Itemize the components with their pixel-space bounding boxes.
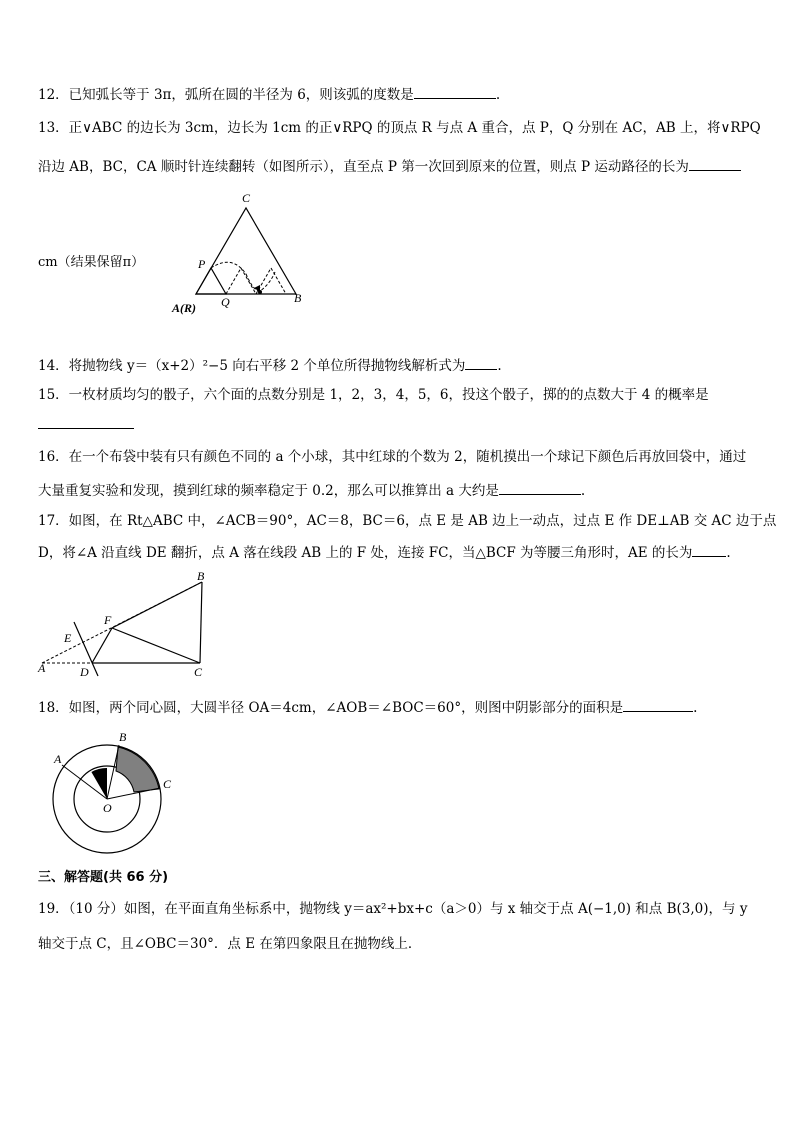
question-12-text: 12．已知弧长等于 3π，弧所在圆的半径为 6，则该弧的度数是 xyxy=(38,87,414,103)
question-15 xyxy=(38,386,709,404)
label-p: P xyxy=(198,257,206,271)
question-16-line-2 xyxy=(38,480,585,500)
section-title xyxy=(38,869,168,887)
question-13-text-3: cm（结果保留π） xyxy=(38,255,145,270)
label-c: C xyxy=(194,665,203,679)
question-14 xyxy=(38,355,502,375)
label-e: E xyxy=(64,631,72,645)
period: . xyxy=(693,700,698,716)
question-14-text: 14．将抛物线 y＝（x+2）²−5 向右平移 2 个单位所得抛物线解析式为 xyxy=(38,358,466,374)
concentric-circles-figure xyxy=(48,725,178,850)
question-13-line-1 xyxy=(38,119,761,137)
question-19-line-1 xyxy=(38,900,747,918)
question-12 xyxy=(38,84,500,104)
label-c: C xyxy=(242,191,251,205)
period: . xyxy=(495,87,501,103)
question-19-text-1: 19．（10 分）如图，在平面直角坐标系中，抛物线 y＝ax²+bx+c（a＞0）与 x 轴交于点 A(−1,0) 和点 B(3,0)，与 y xyxy=(38,901,748,917)
question-17-text-2: D，将∠A 沿直线 DE 翻折，点 A 落在线段 AB 上的 F 处，连接 FC，当△BCF 为等腰三角形时，AE 的长为 xyxy=(38,545,693,561)
section-3-title: 三、解答题(共 66 分) xyxy=(38,870,169,885)
question-17-line-2 xyxy=(38,542,731,562)
period: . xyxy=(726,545,731,561)
label-d: D xyxy=(80,665,89,679)
answer-blank[interactable] xyxy=(38,414,134,429)
question-13-line-2 xyxy=(38,156,741,176)
question-17-text-1: 17．如图，在 Rt△ABC 中，∠ACB＝90°，AC＝8，BC＝6，点 E 是 AB 边上一动点，过点 E 作 DE⊥AB 交 AC 边于点 xyxy=(38,513,777,529)
label-a: A xyxy=(54,752,62,766)
question-18-text: 18．如图，两个同心圆，大圆半径 OA＝4cm，∠AOB＝∠BOC＝60°，则图中阴影部分的面积是 xyxy=(38,700,624,716)
question-13-line-3 xyxy=(38,254,144,272)
answer-blank[interactable] xyxy=(692,542,726,557)
right-triangle-fold-figure xyxy=(34,568,224,684)
answer-blank[interactable] xyxy=(689,156,741,171)
question-15-text: 15．一枚材质均匀的骰子，六个面的点数分别是 1，2，3，4，5，6，投这个骰子，掷的的点数大于 4 的概率是 xyxy=(38,387,709,403)
question-16-text-1: 16．在一个布袋中装有只有颜色不同的 a 个小球，其中红球的个数为 2，随机摸出一个球记下颜色后再放回袋中，通过 xyxy=(38,449,747,465)
label-q: Q xyxy=(221,295,230,309)
question-15-blank-line xyxy=(38,414,134,434)
label-c: C xyxy=(163,777,172,791)
period: . xyxy=(497,358,502,374)
question-13-text-2: 沿边 AB，BC，CA 顺时针连续翻转（如图所示），直至点 P 第一次回到原来的位置，则点 P 运动路径的长为 xyxy=(38,159,689,175)
answer-blank[interactable] xyxy=(414,84,496,99)
question-16-text-2: 大量重复实验和发现，摸到红球的频率稳定于 0.2，那么可以推算出 a 大约是 xyxy=(38,483,499,499)
question-18 xyxy=(38,697,697,717)
label-b: B xyxy=(197,569,205,583)
question-13-text-1: 13．正∨ABC 的边长为 3cm，边长为 1cm 的正∨RPQ 的顶点 R 与点 A 重合，点 P，Q 分别在 AC，AB 上，将∨RPQ xyxy=(38,120,761,136)
label-a: A xyxy=(38,661,46,675)
period: . xyxy=(580,483,586,499)
answer-blank[interactable] xyxy=(499,480,581,495)
label-f: F xyxy=(104,613,112,627)
answer-blank[interactable] xyxy=(623,697,693,712)
label-b: B xyxy=(294,291,302,305)
triangle-rolling-figure xyxy=(170,188,320,318)
answer-blank[interactable] xyxy=(465,355,497,370)
label-o: O xyxy=(103,801,112,815)
question-17-line-1 xyxy=(38,512,776,530)
label-ar: A(R) xyxy=(172,301,196,315)
question-19-text-2: 轴交于点 C，且∠OBC＝30°．点 E 在第四象限且在抛物线上． xyxy=(38,936,422,952)
label-b: B xyxy=(119,730,127,744)
question-19-line-2 xyxy=(38,935,421,953)
question-16-line-1 xyxy=(38,448,746,466)
